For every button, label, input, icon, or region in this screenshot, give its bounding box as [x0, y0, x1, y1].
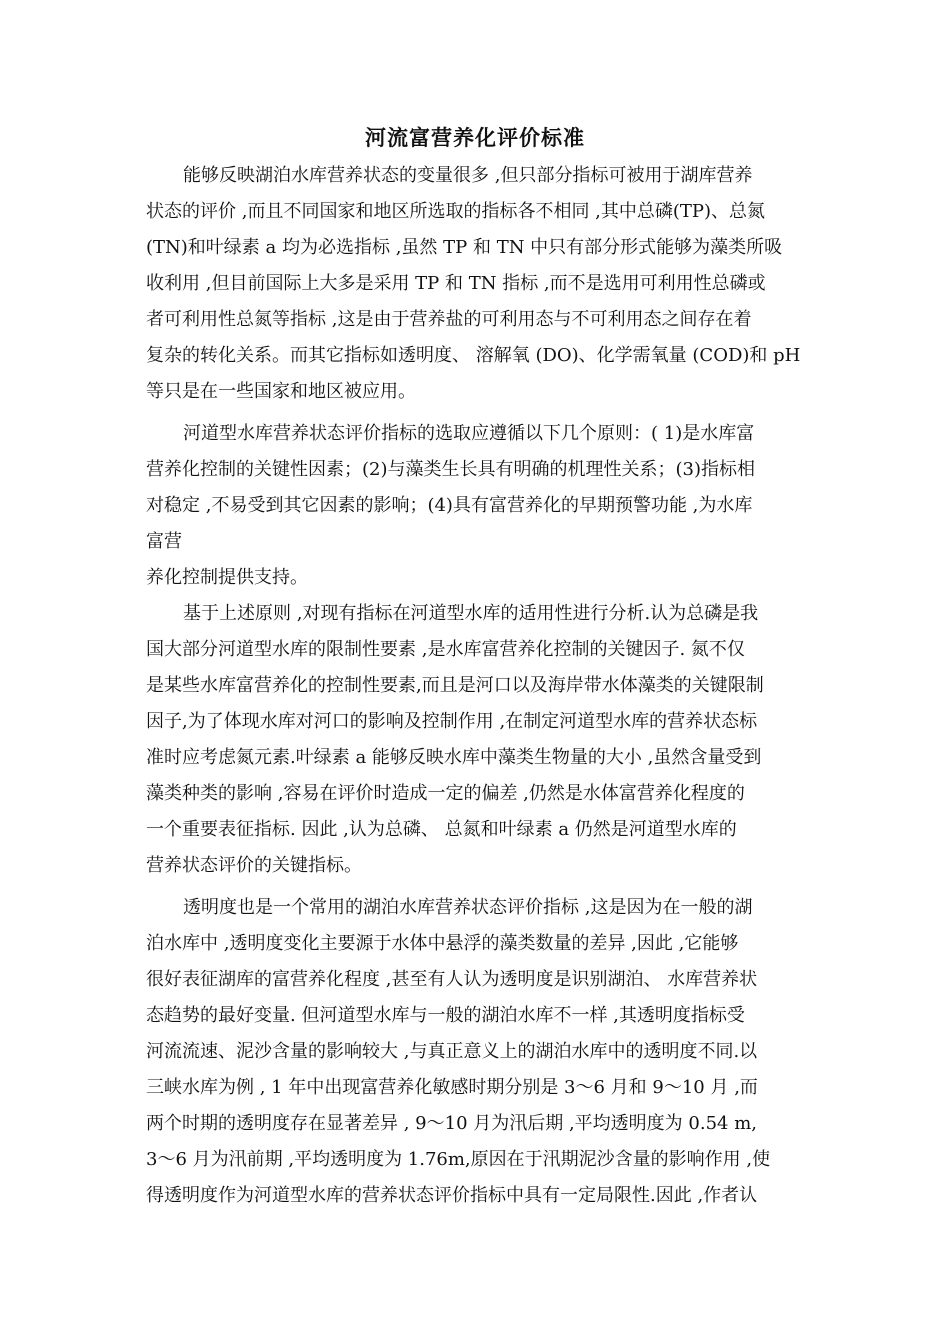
document-title: 河流富营养化评价标准 — [365, 126, 585, 150]
text-line: 营养化控制的关键性因素；(2)与藻类生长具有明确的机理性关系；(3)指标相 — [146, 459, 755, 480]
text-line: 河道型水库营养状态评价指标的选取应遵循以下几个原则：( 1)是水库富 — [183, 423, 755, 444]
text-line: 河流流速、泥沙含量的影响较大 ,与真正意义上的湖泊水库中的透明度不同.以 — [146, 1041, 758, 1062]
text-line: 三峡水库为例 , 1 年中出现富营养化敏感时期分别是 3～6 月和 9～10 月 ,而 — [146, 1077, 758, 1098]
text-line: 国大部分河道型水库的限制性要素 ,是水库富营养化控制的关键因子. 氮不仅 — [146, 639, 745, 660]
text-line: 复杂的转化关系。而其它指标如透明度、 溶解氧 (DO)、化学需氧量 (COD)和 pH — [146, 345, 801, 366]
text-line: 富营 — [146, 531, 182, 552]
text-line: 得透明度作为河道型水库的营养状态评价指标中具有一定局限性.因此 ,作者认 — [146, 1185, 758, 1206]
text-line: 等只是在一些国家和地区被应用。 — [146, 381, 416, 402]
text-line: 很好表征湖库的富营养化程度 ,甚至有人认为透明度是识别湖泊、 水库营养状 — [146, 969, 758, 990]
text-line: 是某些水库富营养化的控制性要素,而且是河口以及海岸带水体藻类的关键限制 — [146, 675, 764, 696]
text-line: 能够反映湖泊水库营养状态的变量很多 ,但只部分指标可被用于湖库营养 — [183, 165, 753, 186]
text-line: 3～6 月为汛前期 ,平均透明度为 1.76m,原因在于汛期泥沙含量的影响作用 ,使 — [146, 1149, 771, 1170]
text-line: 准时应考虑氮元素.叶绿素 a 能够反映水库中藻类生物量的大小 ,虽然含量受到 — [146, 747, 762, 768]
text-line: 收利用 ,但目前国际上大多是采用 TP 和 TN 指标 ,而不是选用可利用性总磷或 — [146, 273, 766, 294]
text-line: 营养状态评价的关键指标。 — [146, 855, 362, 876]
text-line: 态趋势的最好变量. 但河道型水库与一般的湖泊水库不一样 ,其透明度指标受 — [146, 1005, 745, 1026]
text-line: 因子,为了体现水库对河口的影响及控制作用 ,在制定河道型水库的营养状态标 — [146, 711, 758, 732]
text-line: 一个重要表征指标. 因此 ,认为总磷、 总氮和叶绿素 a 仍然是河道型水库的 — [146, 819, 737, 840]
text-line: 状态的评价 ,而且不同国家和地区所选取的指标各不相同 ,其中总磷(TP)、总氮 — [146, 201, 766, 222]
text-line: 基于上述原则 ,对现有指标在河道型水库的适用性进行分析.认为总磷是我 — [183, 603, 759, 624]
text-line: 透明度也是一个常用的湖泊水库营养状态评价指标 ,这是因为在一般的湖 — [183, 897, 753, 918]
text-line: 养化控制提供支持。 — [146, 567, 308, 588]
text-line: (TN)和叶绿素 a 均为必选指标 ,虽然 TP 和 TN 中只有部分形式能够为藻类所吸 — [146, 237, 783, 258]
text-line: 者可利用性总氮等指标 ,这是由于营养盐的可利用态与不可利用态之间存在着 — [146, 309, 752, 330]
text-line: 泊水库中 ,透明度变化主要源于水体中悬浮的藻类数量的差异 ,因此 ,它能够 — [146, 933, 739, 954]
text-line: 藻类种类的影响 ,容易在评价时造成一定的偏差 ,仍然是水体富营养化程度的 — [146, 783, 745, 804]
text-line: 对稳定 ,不易受到其它因素的影响；(4)具有富营养化的早期预警功能 ,为水库 — [146, 495, 753, 516]
text-line: 两个时期的透明度存在显著差异 , 9～10 月为汛后期 ,平均透明度为 0.54 m, — [146, 1113, 757, 1134]
